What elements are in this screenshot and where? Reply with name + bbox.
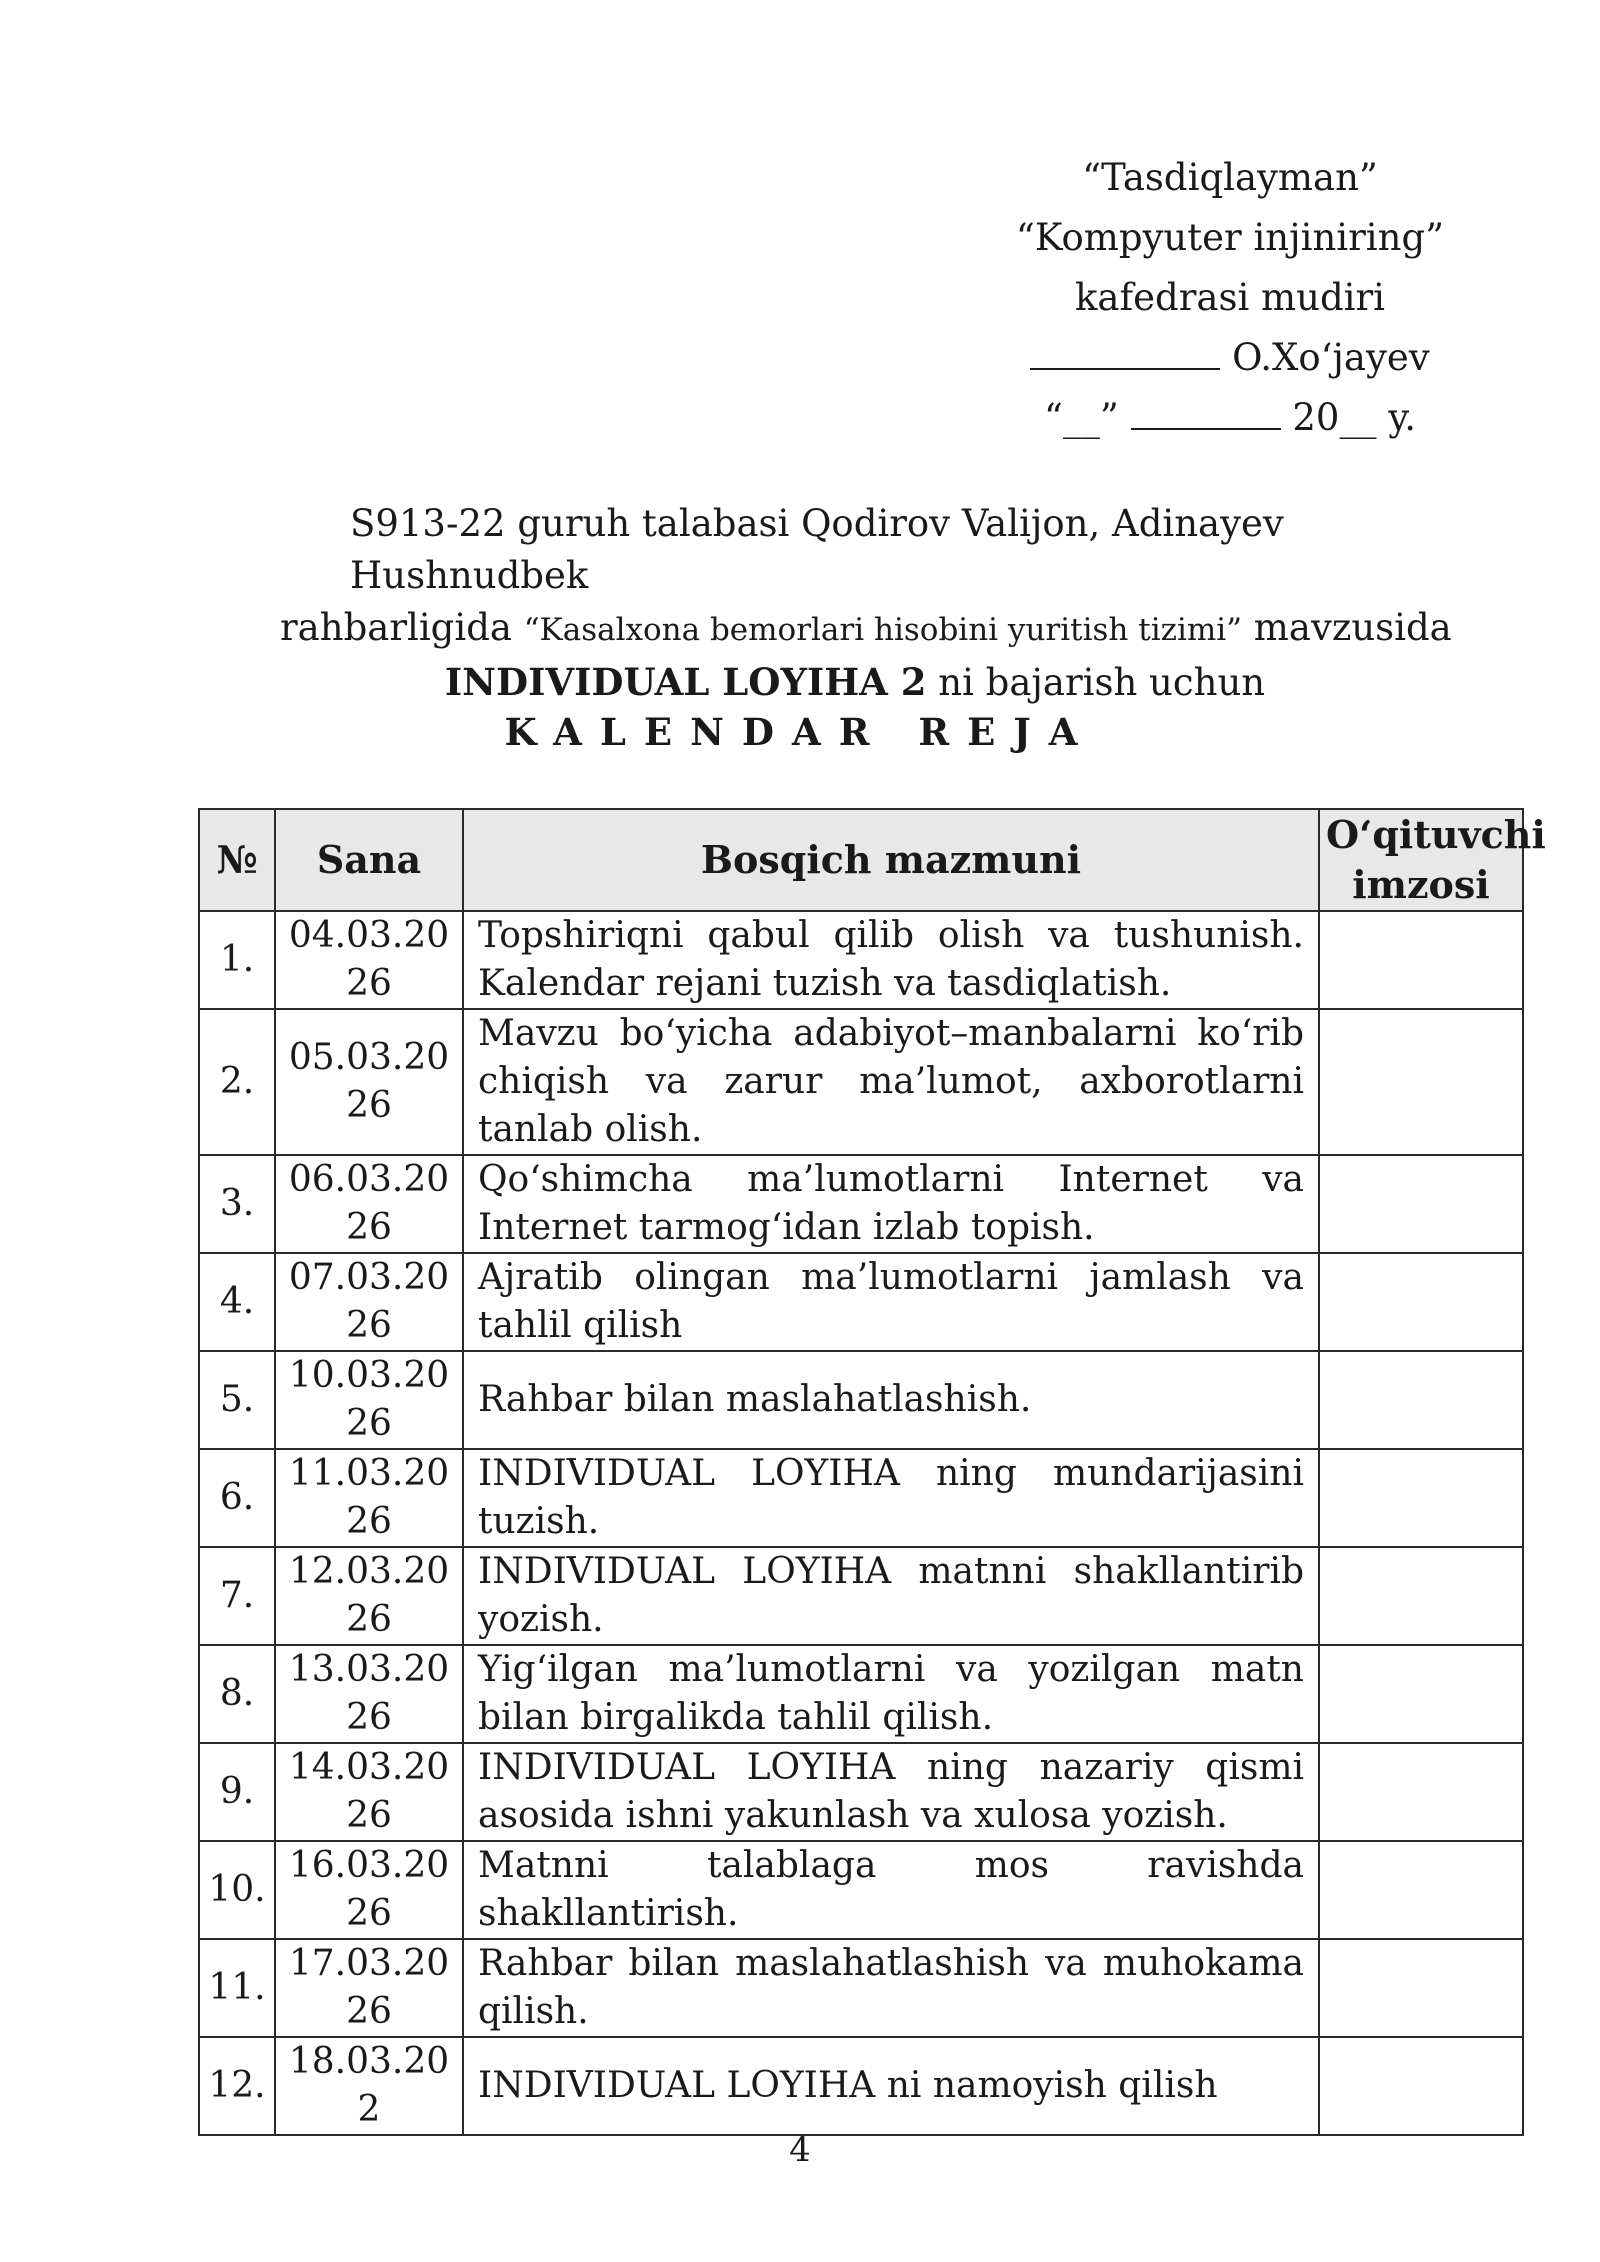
project-topic: “Kasalxona bemorlari hisobini yuritish tizimi” — [523, 612, 1243, 648]
row-number: 9. — [199, 1743, 275, 1841]
table-header-row — [199, 809, 1523, 911]
row-content: INDIVIDUAL LOYIHA matnni shakllantirib yozish. — [463, 1547, 1319, 1645]
page-number: 4 — [789, 2130, 811, 2170]
row-content: Ajratib olingan ma’lumotlarni jamlash va tahlil qilish — [463, 1253, 1319, 1351]
row-signature — [1319, 1351, 1523, 1449]
table-row — [199, 1253, 1523, 1351]
calendar-plan-table — [198, 808, 1546, 2136]
intro-suffix: mavzusida — [1253, 606, 1452, 649]
table-row — [199, 1449, 1523, 1547]
intro-line-1: S913-22 guruh talabasi Qodirov Valijon, Adinayev Hushnudbek — [350, 502, 1284, 597]
row-content: Rahbar bilan maslahatlashish va muhokama qilish. — [463, 1939, 1319, 2037]
row-signature — [1319, 911, 1523, 1009]
header-number: № — [199, 809, 275, 911]
header-signature: O‘qituvchi imzosi — [1319, 809, 1523, 911]
row-signature — [1319, 1449, 1523, 1547]
row-number: 5. — [199, 1351, 275, 1449]
row-date: 17.03.2026 — [275, 1939, 463, 2037]
table-row — [199, 1645, 1523, 1743]
row-date: 07.03.2026 — [275, 1253, 463, 1351]
approval-block — [1000, 148, 1460, 448]
row-content: Rahbar bilan maslahatlashish. — [463, 1351, 1319, 1449]
row-signature — [1319, 1743, 1523, 1841]
signature-blank — [1030, 368, 1220, 370]
row-signature — [1319, 1645, 1523, 1743]
row-date: 06.03.2026 — [275, 1155, 463, 1253]
row-number: 6. — [199, 1449, 275, 1547]
header-content: Bosqich mazmuni — [463, 809, 1319, 911]
table-row — [199, 1743, 1523, 1841]
row-date: 13.03.2026 — [275, 1645, 463, 1743]
row-signature — [1319, 1547, 1523, 1645]
row-signature — [1319, 1155, 1523, 1253]
table-row — [199, 1939, 1523, 2037]
date-month-blank — [1131, 428, 1281, 430]
row-number: 11. — [199, 1939, 275, 2037]
row-number: 12. — [199, 2037, 275, 2135]
project-name: INDIVIDUAL LOYIHA 2 — [444, 660, 927, 704]
row-number: 10. — [199, 1841, 275, 1939]
row-content: Matnni talablaga mos ravishda shakllantirish. — [463, 1841, 1319, 1939]
table-row — [199, 911, 1523, 1009]
row-date: 12.03.2026 — [275, 1547, 463, 1645]
table-row — [199, 1351, 1523, 1449]
row-content: INDIVIDUAL LOYIHA ning nazariy qismi asosida ishni yakunlash va xulosa yozish. — [463, 1743, 1319, 1841]
table-body — [199, 911, 1523, 2135]
row-content: Mavzu bo‘yicha adabiyot–manbalarni ko‘rib chiqish va zarur ma’lumot, axborotlarni tanlab olish. — [463, 1009, 1319, 1155]
row-signature — [1319, 2037, 1523, 2135]
page-title: KALENDAR REJA — [504, 710, 1096, 754]
table-row — [199, 1009, 1523, 1155]
row-date: 14.03.2026 — [275, 1743, 463, 1841]
row-number: 1. — [199, 911, 275, 1009]
row-date: 04.03.2026 — [275, 911, 463, 1009]
table-row — [199, 1547, 1523, 1645]
row-signature — [1319, 1939, 1523, 2037]
intro-line-3 — [280, 656, 1510, 709]
row-number: 8. — [199, 1645, 275, 1743]
row-content: Qo‘shimcha ma’lumotlarni Internet va Internet tarmog‘idan izlab topish. — [463, 1155, 1319, 1253]
approval-line-3: kafedrasi mudiri — [1074, 276, 1386, 319]
table-row — [199, 2037, 1523, 2135]
approval-line-2: “Kompyuter injiniring” — [1015, 216, 1445, 259]
table-row — [199, 1155, 1523, 1253]
row-content: Yig‘ilgan ma’lumotlarni va yozilgan matn bilan birgalikda tahlil qilish. — [463, 1645, 1319, 1743]
row-number: 7. — [199, 1547, 275, 1645]
approval-line-1: “Tasdiqlayman” — [1082, 156, 1378, 199]
row-number: 4. — [199, 1253, 275, 1351]
date-year: 20__ y. — [1292, 396, 1416, 439]
row-date: 16.03.2026 — [275, 1841, 463, 1939]
header-date: Sana — [275, 809, 463, 911]
intro-line-3-suffix: ni bajarish uchun — [926, 661, 1266, 704]
approval-date-line — [1000, 388, 1460, 448]
date-day-blank: “__” — [1044, 396, 1119, 439]
row-date: 05.03.2026 — [275, 1009, 463, 1155]
row-signature — [1319, 1841, 1523, 1939]
intro-line-2 — [280, 602, 1510, 656]
row-date: 18.03.202 — [275, 2037, 463, 2135]
row-content: INDIVIDUAL LOYIHA ni namoyish qilish — [463, 2037, 1319, 2135]
row-signature — [1319, 1009, 1523, 1155]
intro-prefix: rahbarligida — [280, 606, 524, 649]
row-content: INDIVIDUAL LOYIHA ning mundarijasini tuzish. — [463, 1449, 1319, 1547]
row-number: 2. — [199, 1009, 275, 1155]
row-content: Topshiriqni qabul qilib olish va tushunish. Kalendar rejani tuzish va tasdiqlatish. — [463, 911, 1319, 1009]
row-signature — [1319, 1253, 1523, 1351]
table-row — [199, 1841, 1523, 1939]
row-number: 3. — [199, 1155, 275, 1253]
approval-signature-line — [1000, 328, 1460, 388]
signer-name: O.Xo‘jayev — [1232, 336, 1430, 379]
row-date: 11.03.2026 — [275, 1449, 463, 1547]
intro-paragraph — [280, 498, 1510, 709]
row-date: 10.03.2026 — [275, 1351, 463, 1449]
